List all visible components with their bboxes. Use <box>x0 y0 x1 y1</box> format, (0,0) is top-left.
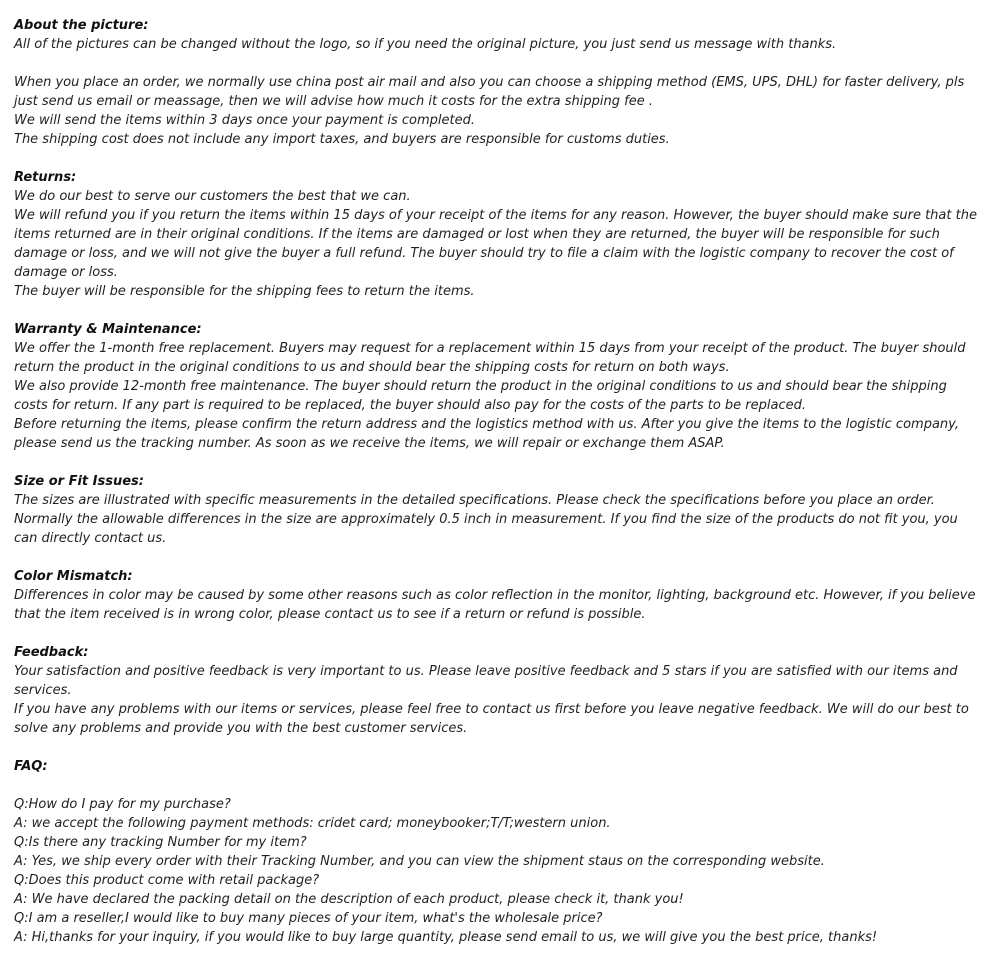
section-heading: FAQ: <box>14 759 48 774</box>
section-faq <box>14 757 980 947</box>
faq-answer: A: Hi,thanks for your inquiry, if you would like to buy large quantity, please send email to us, we will give you the best price, thanks! <box>14 930 878 945</box>
section-heading: About the picture: <box>14 18 149 33</box>
paragraph: We offer the 1-month free replacement. Buyers may request for a replacement within 15 days from your receipt of the product. The buyer should return the product in the original conditions to us and should bear the shipping costs for return on both ways. <box>14 341 966 375</box>
paragraph: When you place an order, we normally use china post air mail and also you can choose a shipping method (EMS, UPS, DHL) for faster delivery, pls just send us email or meassage, then we will advise how much it costs for the extra shipping fee . <box>14 75 965 109</box>
blank-line <box>14 54 980 73</box>
section-warranty <box>14 320 980 453</box>
faq-answer: A: We have declared the packing detail on the description of each product, please check it, thank you! <box>14 892 684 907</box>
paragraph: Before returning the items, please confirm the return address and the logistics method with us. After you give the items to the logistic company, please send us the tracking number. As soon as we receive the items, we will repair or exchange them ASAP. <box>14 417 959 451</box>
section-color-mismatch <box>14 567 980 624</box>
paragraph: Your satisfaction and positive feedback is very important to us. Please leave positive feedback and 5 stars if you are satisfied with our items and services. <box>14 664 958 698</box>
faq-question: Q:Is there any tracking Number for my item? <box>14 835 307 850</box>
paragraph: We also provide 12-month free maintenance. The buyer should return the product in the original conditions to us and should bear the shipping costs for return. If any part is required to be replaced, the buyer should also pay for the costs of the parts to be replaced. <box>14 379 947 413</box>
paragraph: We do our best to serve our customers the best that we can. <box>14 189 411 204</box>
paragraph: Differences in color may be caused by some other reasons such as color reflection in the monitor, lighting, background etc. However, if you believe that the item received is in wrong color, please contact us to see if a return or refund is possible. <box>14 588 976 622</box>
section-heading: Feedback: <box>14 645 89 660</box>
paragraph: If you have any problems with our items or services, please feel free to contact us first before you leave negative feedback. We will do our best to solve any problems and provide you with the best customer services. <box>14 702 969 736</box>
section-heading: Warranty & Maintenance: <box>14 322 202 337</box>
faq-question: Q:How do I pay for my purchase? <box>14 797 231 812</box>
section-heading: Color Mismatch: <box>14 569 133 584</box>
section-feedback <box>14 643 980 738</box>
policy-document <box>14 16 980 966</box>
paragraph: The sizes are illustrated with specific measurements in the detailed specifications. Please check the specifications before you place an order. Normally the allowable differences in the size are approximately 0.5 inch in measurement. If you find the size of the products do not fit you, you can directly contact us. <box>14 493 958 546</box>
section-heading: Size or Fit Issues: <box>14 474 144 489</box>
paragraph: We will refund you if you return the items within 15 days of your receipt of the items for any reason. However, the buyer should make sure that the items returned are in their original conditions. If the items are damaged or lost when they are returned, the buyer will be responsible for such damage or loss, and we will not give the buyer a full refund. The buyer should try to file a claim with the logistic company to recover the cost of damage or loss. <box>14 208 977 280</box>
faq-question: Q:Does this product come with retail package? <box>14 873 320 888</box>
faq-answer: A: we accept the following payment methods: cridet card; moneybooker;T/T;western union. <box>14 816 611 831</box>
paragraph: We will send the items within 3 days once your payment is completed. <box>14 113 476 128</box>
section-about-picture <box>14 16 980 149</box>
section-heading: Returns: <box>14 170 77 185</box>
paragraph: All of the pictures can be changed without the logo, so if you need the original picture, you just send us message with thanks. <box>14 37 837 52</box>
blank-line <box>14 776 980 795</box>
faq-answer: A: Yes, we ship every order with their Tracking Number, and you can view the shipment staus on the corresponding website. <box>14 854 825 869</box>
paragraph: The shipping cost does not include any import taxes, and buyers are responsible for customs duties. <box>14 132 670 147</box>
faq-question: Q:I am a reseller,I would like to buy many pieces of your item, what's the wholesale price? <box>14 911 603 926</box>
paragraph: The buyer will be responsible for the shipping fees to return the items. <box>14 284 475 299</box>
section-returns <box>14 168 980 301</box>
section-size-fit <box>14 472 980 548</box>
